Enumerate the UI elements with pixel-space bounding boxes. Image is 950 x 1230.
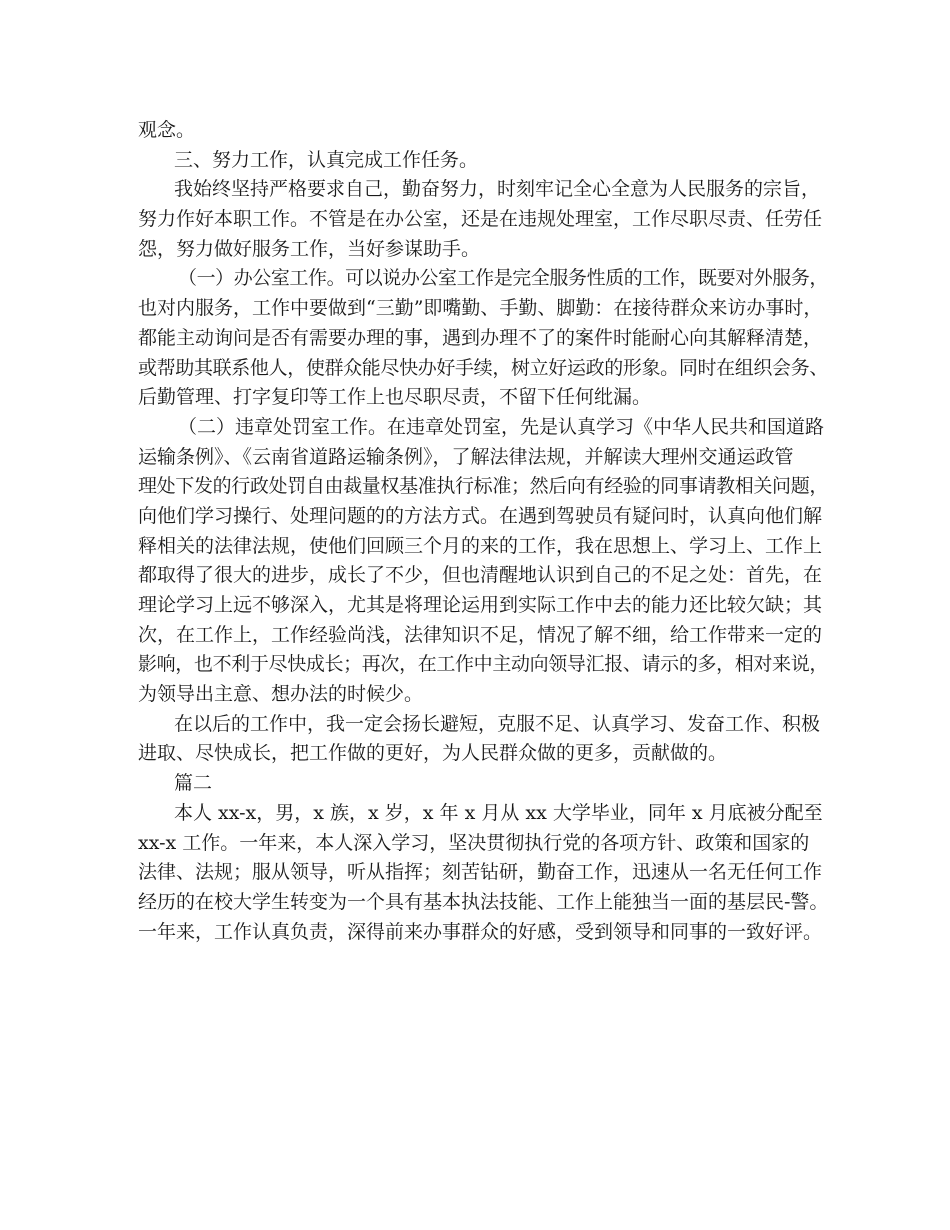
text-line: xx-x 工作。一年来，本人深入学习，坚决贯彻执行党的各项方针、政策和国家的 bbox=[138, 831, 810, 854]
text-line: 为领导出主意、想办法的时候少。 bbox=[138, 683, 424, 706]
text-line: 也对内服务，工作中要做到“三勤”即嘴勤、手勤、脚勤：在接待群众来访办事时， bbox=[138, 297, 823, 320]
text-line: 篇二 bbox=[174, 772, 213, 795]
text-line: 在以后的工作中，我一定会扬长避短，克服不足、认真学习、发奋工作、积极 bbox=[174, 712, 821, 735]
text-line: 法律、法规；服从领导，听从指挥；刻苦钻研，勤奋工作，迅速从一名无任何工作 bbox=[138, 861, 823, 884]
text-line: 本人 xx-x，男，x 族，x 岁，x 年 x 月从 xx 大学毕业，同年 x 月底被分配至 bbox=[174, 801, 823, 824]
document-body bbox=[138, 116, 828, 947]
text-line: 或帮助其联系他人，使群众能尽快办好手续，树立好运政的形象。同时在组织会务、 bbox=[138, 356, 829, 379]
text-line: （二）违章处罚室工作。在违章处罚室，先是认真学习《中华人民共和国道路 bbox=[178, 415, 825, 438]
text-line: 经历的在校大学生转变为一个具有基本执法技能、工作上能独当一面的基层民-警。 bbox=[138, 890, 829, 913]
text-line: 理处下发的行政处罚自由裁量权基准执行标准；然后向有经验的同事请教相关问题， bbox=[138, 475, 829, 498]
text-line: 怨，努力做好服务工作，当好参谋助手。 bbox=[138, 237, 481, 260]
text-line: 释相关的法律法规，使他们回顾三个月的来的工作，我在思想上、学习上、工作上 bbox=[138, 534, 823, 557]
text-line: 三、努力工作，认真完成工作任务。 bbox=[174, 148, 479, 171]
text-line: 一年来，工作认真负责，深得前来办事群众的好感，受到领导和同事的一致好评。 bbox=[138, 920, 823, 943]
text-line: 向他们学习操行、处理问题的的方法方式。在遇到驾驶员有疑问时，认真向他们解 bbox=[138, 504, 823, 527]
text-line: 观念。 bbox=[138, 119, 196, 141]
text-line: 努力作好本职工作。不管是在办公室，还是在违规处理室，工作尽职尽责、任劳任 bbox=[138, 208, 823, 231]
text-line: 运输条例》、《云南省道路运输条例》，了解法律法规，并解读大理州交通运政管 bbox=[138, 445, 794, 468]
text-line: （一）办公室工作。可以说办公室工作是完全服务性质的工作，既要对外服务， bbox=[178, 267, 829, 290]
text-line: 后勤管理、打字复印等工作上也尽职尽责，不留下任何纰漏。 bbox=[138, 386, 652, 409]
text-line: 理论学习上远不够深入，尤其是将理论运用到实际工作中去的能力还比较欠缺；其 bbox=[138, 594, 823, 616]
text-line: 进取、尽快成长，把工作做的更好，为人民群众做的更多，贡献做的。 bbox=[138, 742, 728, 765]
text-line: 我始终坚持严格要求自己，勤奋努力，时刻牢记全心全意为人民服务的宗旨， bbox=[174, 178, 821, 201]
text-line: 次，在工作上，工作经验尚浅，法律知识不足，情况了解不细，给工作带来一定的 bbox=[138, 623, 823, 646]
text-line: 都能主动询问是否有需要办理的事，遇到办理不了的案件时能耐心向其解释清楚， bbox=[138, 326, 823, 349]
text-line: 都取得了很大的进步，成长了不少，但也清醒地认识到自己的不足之处：首先，在 bbox=[138, 564, 823, 587]
text-line: 影响，也不利于尽快成长；再次，在工作中主动向领导汇报、请示的多，相对来说， bbox=[138, 653, 829, 676]
